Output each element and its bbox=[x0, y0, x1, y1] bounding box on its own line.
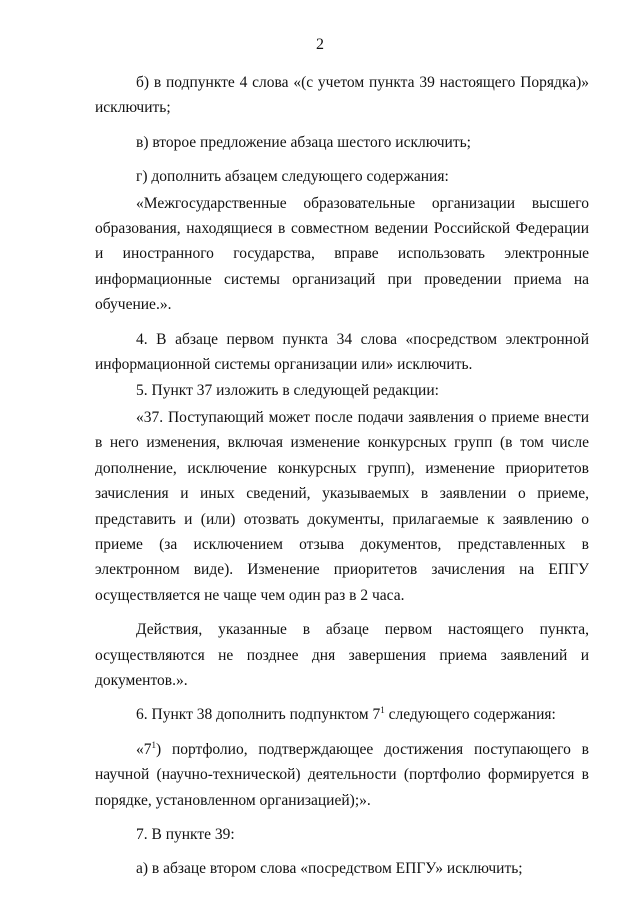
superscript: 1 bbox=[380, 705, 385, 716]
paragraph-text: 6. Пункт 38 дополнить подпунктом 7 bbox=[136, 706, 381, 724]
paragraph: а) в абзаце втором слова «посредством ЕПГУ» исключить; bbox=[136, 860, 523, 878]
paragraph: 5. Пункт 37 изложить в следующей редакции: bbox=[136, 382, 439, 400]
paragraph-text: «7 bbox=[136, 740, 152, 758]
paragraph-text: следующего содержания: bbox=[384, 706, 556, 724]
paragraph: «37. Поступающий может после подачи заявления о приеме внести в него изменения, включая изменение конкурсных групп (в том числе дополнение, исключение конкурсных групп), изменение приоритетов зачисления и иных сведений, указываемых в заявлении о приеме, представить и (или) отозвать документы, прилагаемые к заявлению о приеме (за исключением отзыва документов, представленных в электронном виде). Изменение приоритетов зачисления на ЕПГУ осуществляется не чаще чем один раз в 2 часа. bbox=[95, 408, 589, 604]
paragraph: б) в подпункте 4 слова «(с учетом пункта 39 настоящего Порядка)» исключить; bbox=[95, 74, 589, 117]
paragraph-text: ) портфолио, подтверждающее достижения поступающего в научной (научно-технической) деятельности (портфолио формируется в порядке, установленном организацией);». bbox=[95, 740, 589, 809]
paragraph: г) дополнить абзацем следующего содержания: bbox=[136, 168, 449, 186]
paragraph: «Межгосударственные образовательные организации высшего образования, находящиеся в совместном ведении Российской Федерации и иностранного государства, вправе использовать электронные информационные системы организаций при проведении приема на обучение.». bbox=[95, 194, 589, 314]
document-body bbox=[95, 70, 589, 891]
paragraph bbox=[95, 702, 589, 727]
page-number: 2 bbox=[316, 36, 324, 53]
paragraph: 4. В абзаце первом пункта 34 слова «посредством электронной информационной системы организации или» исключить. bbox=[95, 330, 589, 374]
paragraph: 7. В пункте 39: bbox=[136, 825, 235, 843]
paragraph bbox=[95, 737, 589, 813]
paragraph: Действия, указанные в абзаце первом настоящего пункта, осуществляются не позднее дня завершения приема заявлений и документов.». bbox=[95, 621, 589, 689]
paragraph: в) второе предложение абзаца шестого исключить; bbox=[136, 133, 471, 151]
superscript: 1 bbox=[151, 739, 156, 750]
